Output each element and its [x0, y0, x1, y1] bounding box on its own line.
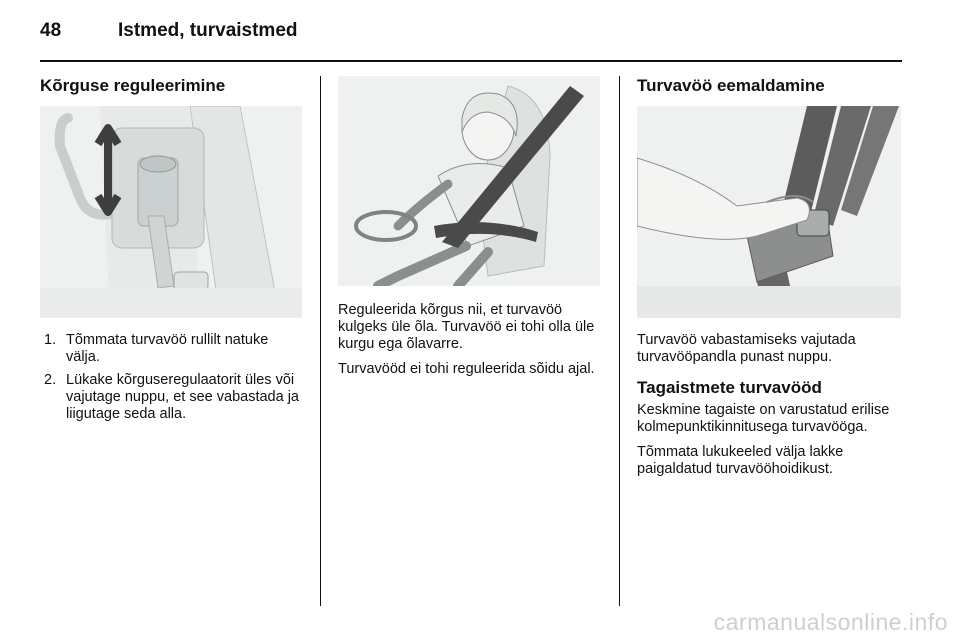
- list-item: [44, 372, 306, 423]
- step-text: Tõmmata turvavöö rullilt natuke välja.: [66, 332, 269, 365]
- adjustment-steps: [44, 332, 306, 429]
- paragraph: Turvavööd ei tohi reguleerida sõidu ajal.: [338, 361, 595, 377]
- step-number: 1.: [44, 332, 57, 348]
- belt-release-text: [637, 332, 903, 374]
- column-divider: [320, 76, 321, 606]
- height-adjuster-illustration: [40, 106, 302, 318]
- section-title-belt-removal: Turvavöö eemaldamine: [637, 76, 825, 95]
- chapter-title: Istmed, turvaistmed: [118, 20, 298, 41]
- rear-seat-belts-heading: Tagaistmete turvavööd: [637, 378, 822, 397]
- rear-seat-belts-text: [637, 402, 903, 486]
- page-header: [40, 14, 902, 50]
- step-text: Lükake kõrguseregulaatorit üles või vajutage nuppu, et see vabastada ja liigutage seda alla.: [66, 372, 299, 422]
- watermark: carmanualsonline.info: [713, 609, 948, 635]
- seated-driver-illustration: [338, 76, 600, 286]
- paragraph: Tõmmata lukukeeled välja lakke paigaldatud turvavööhoidikust.: [637, 444, 844, 477]
- belt-release-drawing: [637, 106, 901, 318]
- seated-driver-drawing: [338, 76, 600, 286]
- belt-release-illustration: [637, 106, 901, 318]
- paragraph: Turvavöö vabastamiseks vajutada turvavööpandla punast nuppu.: [637, 332, 856, 365]
- step-number: 2.: [44, 372, 57, 388]
- header-rule: [40, 60, 902, 62]
- section-title-height-adjustment: Kõrguse reguleerimine: [40, 76, 226, 95]
- paragraph: Keskmine tagaiste on varustatud erilise kolmepunktikinnitusega turvavööga.: [637, 402, 890, 435]
- page-number: 48: [40, 20, 62, 41]
- height-adjuster-drawing: [40, 106, 302, 318]
- adjustment-instructions: [338, 302, 602, 386]
- column-divider: [619, 76, 620, 606]
- paragraph: Reguleerida kõrgus nii, et turvavöö kulgeks üle õla. Turvavöö ei tohi olla üle kurgu ega õlavarre.: [338, 302, 595, 352]
- list-item: [44, 332, 306, 366]
